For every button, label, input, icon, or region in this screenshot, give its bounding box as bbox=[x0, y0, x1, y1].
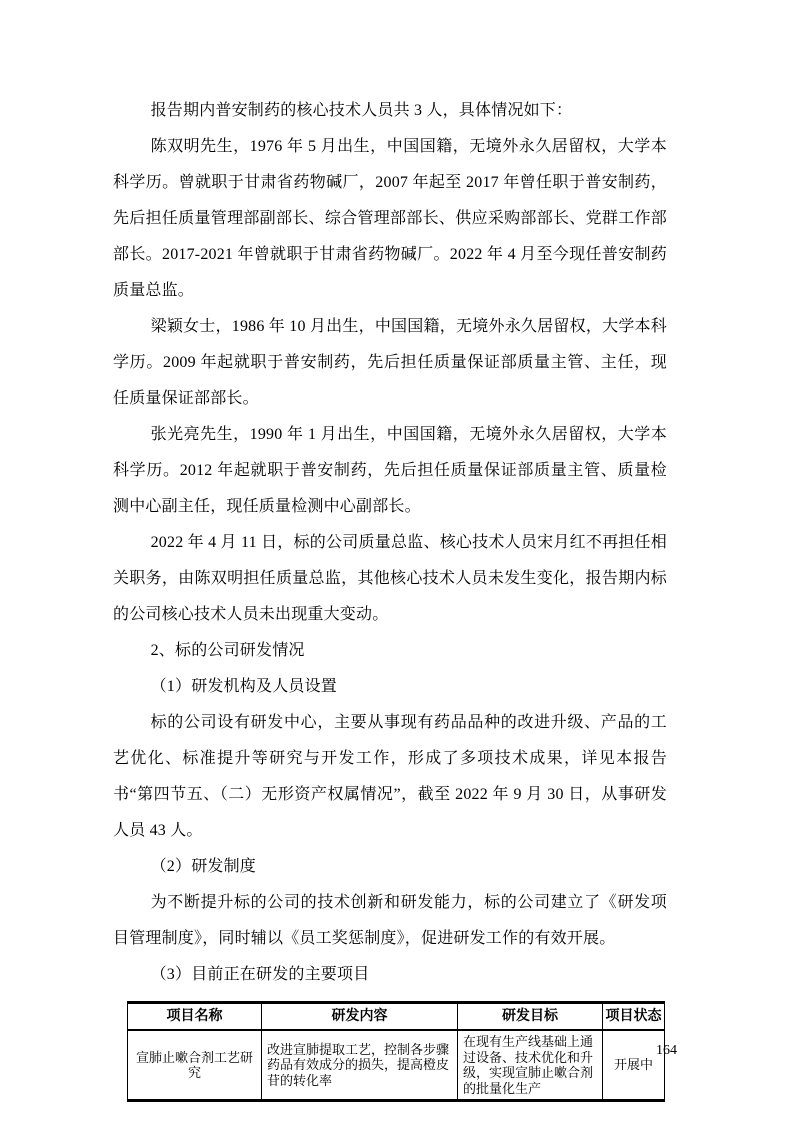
column-header-project-name: 项目名称 bbox=[128, 1003, 262, 1031]
cell-rd-content: 改进宣肺提取工艺，控制各步骤药品有效成分的损失，提高橙皮苷的转化率 bbox=[262, 1030, 458, 1101]
column-header-rd-content: 研发内容 bbox=[262, 1003, 458, 1031]
rd-projects-table bbox=[127, 1001, 665, 1102]
paragraph-chen-shuangming-bio: 陈双明先生，1976 年 5 月出生，中国国籍，无境外永久居留权，大学本科学历。曾就职于甘肃省药物碱厂，2007 年起至 2017 年曾任职于普安制药，先后担任质量管理部副部长、综合管理部部长、供应采购部部长、党群工作部部长。2017-2021 年曾就职于甘肃省药物碱厂。2022 年 4 月至今现任普安制药质量总监。 bbox=[113, 138, 667, 299]
paragraph-personnel-change: 2022 年 4 月 11 日，标的公司质量总监、核心技术人员宋月红不再担任相关职务，由陈双明担任质量总监，其他核心技术人员未发生变化，报告期内标的公司核心技术人员未出现重大变动。 bbox=[113, 534, 667, 623]
column-header-project-status: 项目状态 bbox=[603, 1003, 665, 1031]
paragraph-rd-center: 标的公司设有研发中心，主要从事现有药品品种的改进升级、产品的工艺优化、标准提升等研究与开发工作，形成了多项技术成果，详见本报告书“第四节五、（二）无形资产权属情况”，截至 2022 年 9 月 30 日，从事研发人员 43 人。 bbox=[113, 714, 667, 839]
paragraph-rd-system: 为不断提升标的公司的技术创新和研发能力，标的公司建立了《研发项目管理制度》，同时辅以《员工奖惩制度》，促进研发工作的有效开展。 bbox=[113, 894, 667, 947]
document-page-content bbox=[113, 93, 667, 1102]
section-heading-rd-system: （2）研发制度 bbox=[150, 858, 256, 875]
section-heading-rd-org: （1）研发机构及人员设置 bbox=[150, 678, 337, 695]
page-number: 164 bbox=[656, 1043, 677, 1058]
cell-project-status: 开展中 bbox=[603, 1030, 665, 1101]
cell-project-name: 宣肺止嗽合剂工艺研究 bbox=[128, 1030, 262, 1101]
paragraph-liang-ying-bio: 梁颖女士，1986 年 10 月出生，中国国籍，无境外永久居留权，大学本科学历。2009 年起就职于普安制药，先后担任质量保证部质量主管、主任，现任质量保证部部长。 bbox=[113, 318, 667, 407]
paragraph-zhang-guangliang-bio: 张光亮先生，1990 年 1 月出生，中国国籍，无境外永久居留权，大学本科学历。2012 年起就职于普安制药，先后担任质量保证部质量主管、质量检测中心副主任，现任质量检测中心副部长。 bbox=[113, 426, 667, 515]
column-header-rd-goal: 研发目标 bbox=[458, 1003, 603, 1031]
table-header-row bbox=[128, 1003, 665, 1031]
cell-rd-goal: 在现有生产线基础上通过设备、技术优化和升级，实现宣肺止嗽合剂的批量化生产 bbox=[458, 1030, 603, 1101]
table-row bbox=[128, 1030, 665, 1101]
section-heading-rd-overview: 2、标的公司研发情况 bbox=[150, 642, 305, 659]
section-heading-rd-projects: （3）目前正在研发的主要项目 bbox=[150, 966, 370, 983]
paragraph-core-tech-intro: 报告期内普安制药的核心技术人员共 3 人，具体情况如下： bbox=[150, 102, 573, 119]
